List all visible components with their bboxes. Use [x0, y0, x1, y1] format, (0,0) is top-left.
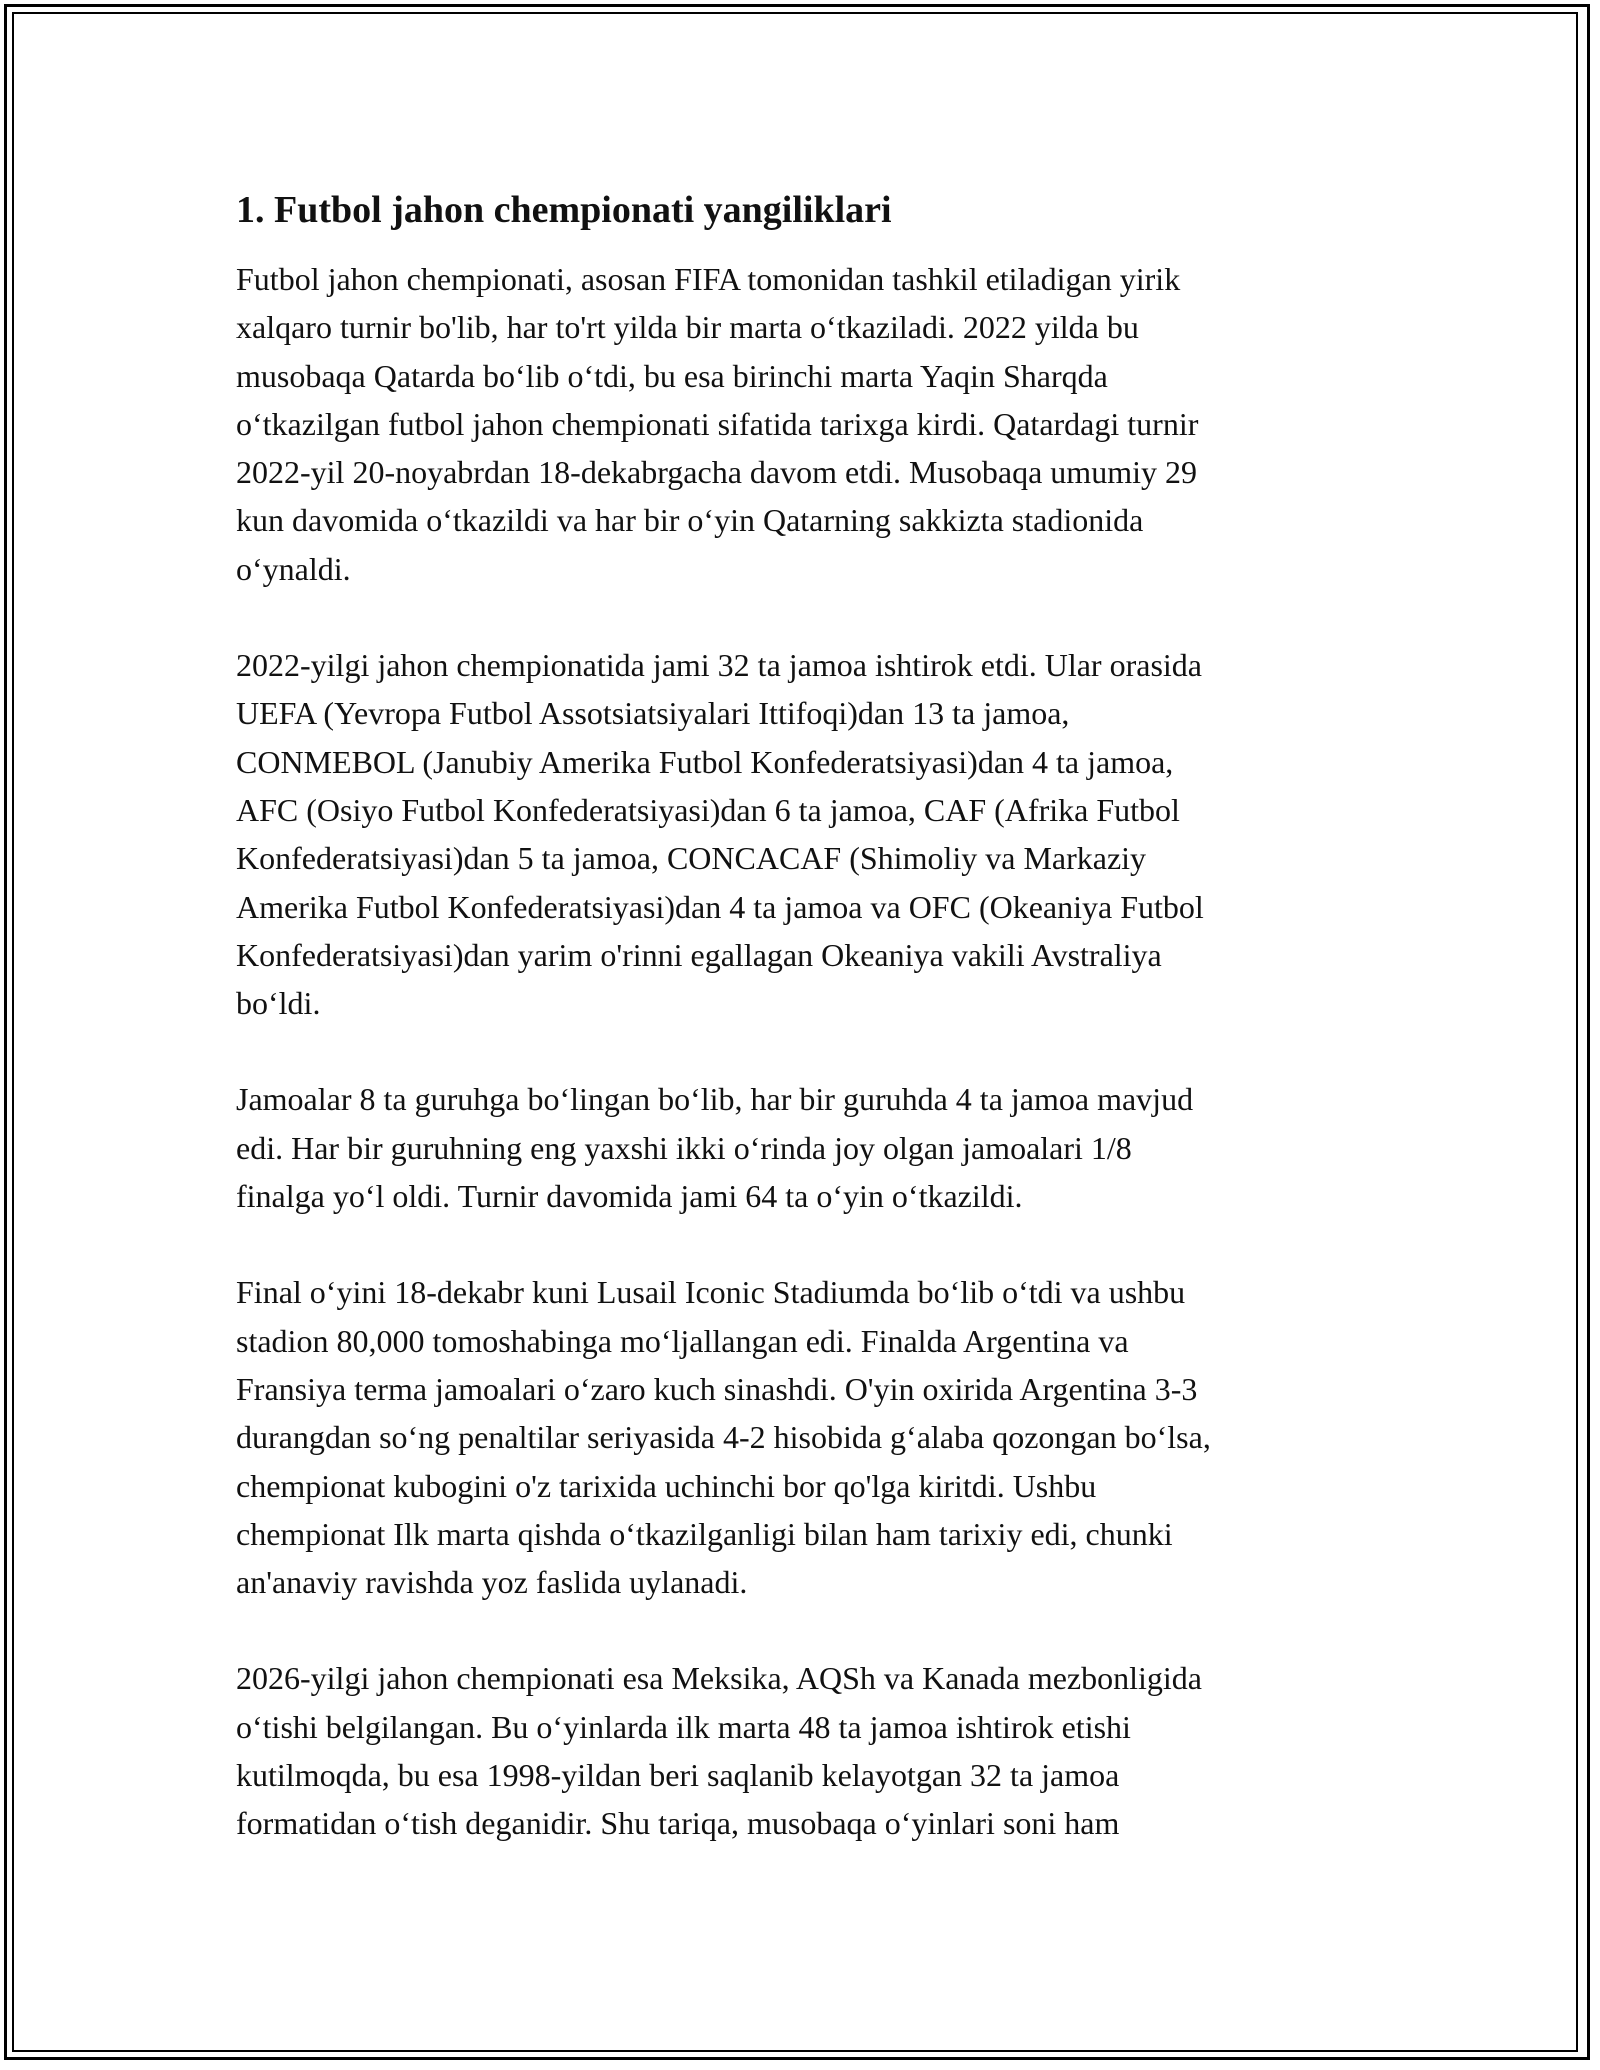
paragraph-2: 2022-yilgi jahon chempionatida jami 32 ta jamoa ishtirok etdi. Ular orasida UEFA (Yevropa Futbol Assotsiatsiyalari Ittifoqi)dan 13 ta jamoa, CONMEBOL (Janubiy Amerika Futbol Konfederatsiyasi)dan 4 ta jamoa, AFC (Osiyo Futbol Konfederatsiyasi)dan 6 ta jamoa, CAF (Afrika Futbol Konfederatsiyasi)dan 5 ta jamoa, CONCACAF (Shimoliy va Markaziy Amerika Futbol Konfederatsiyasi)dan 4 ta jamoa va OFC (Okeaniya Futbol Konfederatsiyasi)dan yarim o'rinni egallagan Okeaniya vakili Avstraliya bo‘ldi. [236, 647, 1204, 1022]
paragraph-1: Futbol jahon chempionati, asosan FIFA tomonidan tashkil etiladigan yirik xalqaro turnir bo'lib, har to'rt yilda bir marta o‘tkaziladi. 2022 yilda bu musobaqa Qatarda bo‘lib o‘tdi, bu esa birinchi marta Yaqin Sharqda o‘tkazilgan futbol jahon chempionati sifatida tarixga kirdi. Qatardagi turnir 2022-yil 20-noyabrdan 18-dekabrgacha davom etdi. Musobaqa umumiy 29 kun davomida o‘tkazildi va har bir o‘yin Qatarning sakkizta stadionida o‘ynaldi. [236, 261, 1199, 587]
document-body [236, 185, 1376, 1896]
section-heading: 1. Futbol jahon chempionati yangiliklari [236, 189, 892, 231]
paragraph-3: Jamoalar 8 ta guruhga bo‘lingan bo‘lib, har bir guruhda 4 ta jamoa mavjud edi. Har bir guruhning eng yaxshi ikki o‘rinda joy olgan jamoalari 1/8 finalga yo‘l oldi. Turnir davomida jami 64 ta o‘yin o‘tkazildi. [236, 1081, 1194, 1215]
paragraph-5: 2026-yilgi jahon chempionati esa Meksika, AQSh va Kanada mezbonligida o‘tishi belgilangan. Bu o‘yinlarda ilk marta 48 ta jamoa ishtirok etishi kutilmoqda, bu esa 1998-yildan beri saqlanib kelayotgan 32 ta jamoa formatidan o‘tish deganidir. Shu tariqa, musobaqa o‘yinlari soni ham [236, 1660, 1202, 1842]
paragraph-4: Final o‘yini 18-dekabr kuni Lusail Iconic Stadiumda bo‘lib o‘tdi va ushbu stadion 80,000 tomoshabinga mo‘ljallangan edi. Finalda Argentina va Fransiya terma jamoalari o‘zaro kuch sinashdi. O'yin oxirida Argentina 3-3 durangdan so‘ng penaltilar seriyasida 4-2 hisobida g‘alaba qozongan bo‘lsa, chempionat kubogini o'z tarixida uchinchi bor qo'lga kiritdi. Ushbu chempionat Ilk marta qishda o‘tkazilganligi bilan ham tarixiy edi, chunki an'anaviy ravishda yoz faslida uylanadi. [236, 1274, 1211, 1601]
